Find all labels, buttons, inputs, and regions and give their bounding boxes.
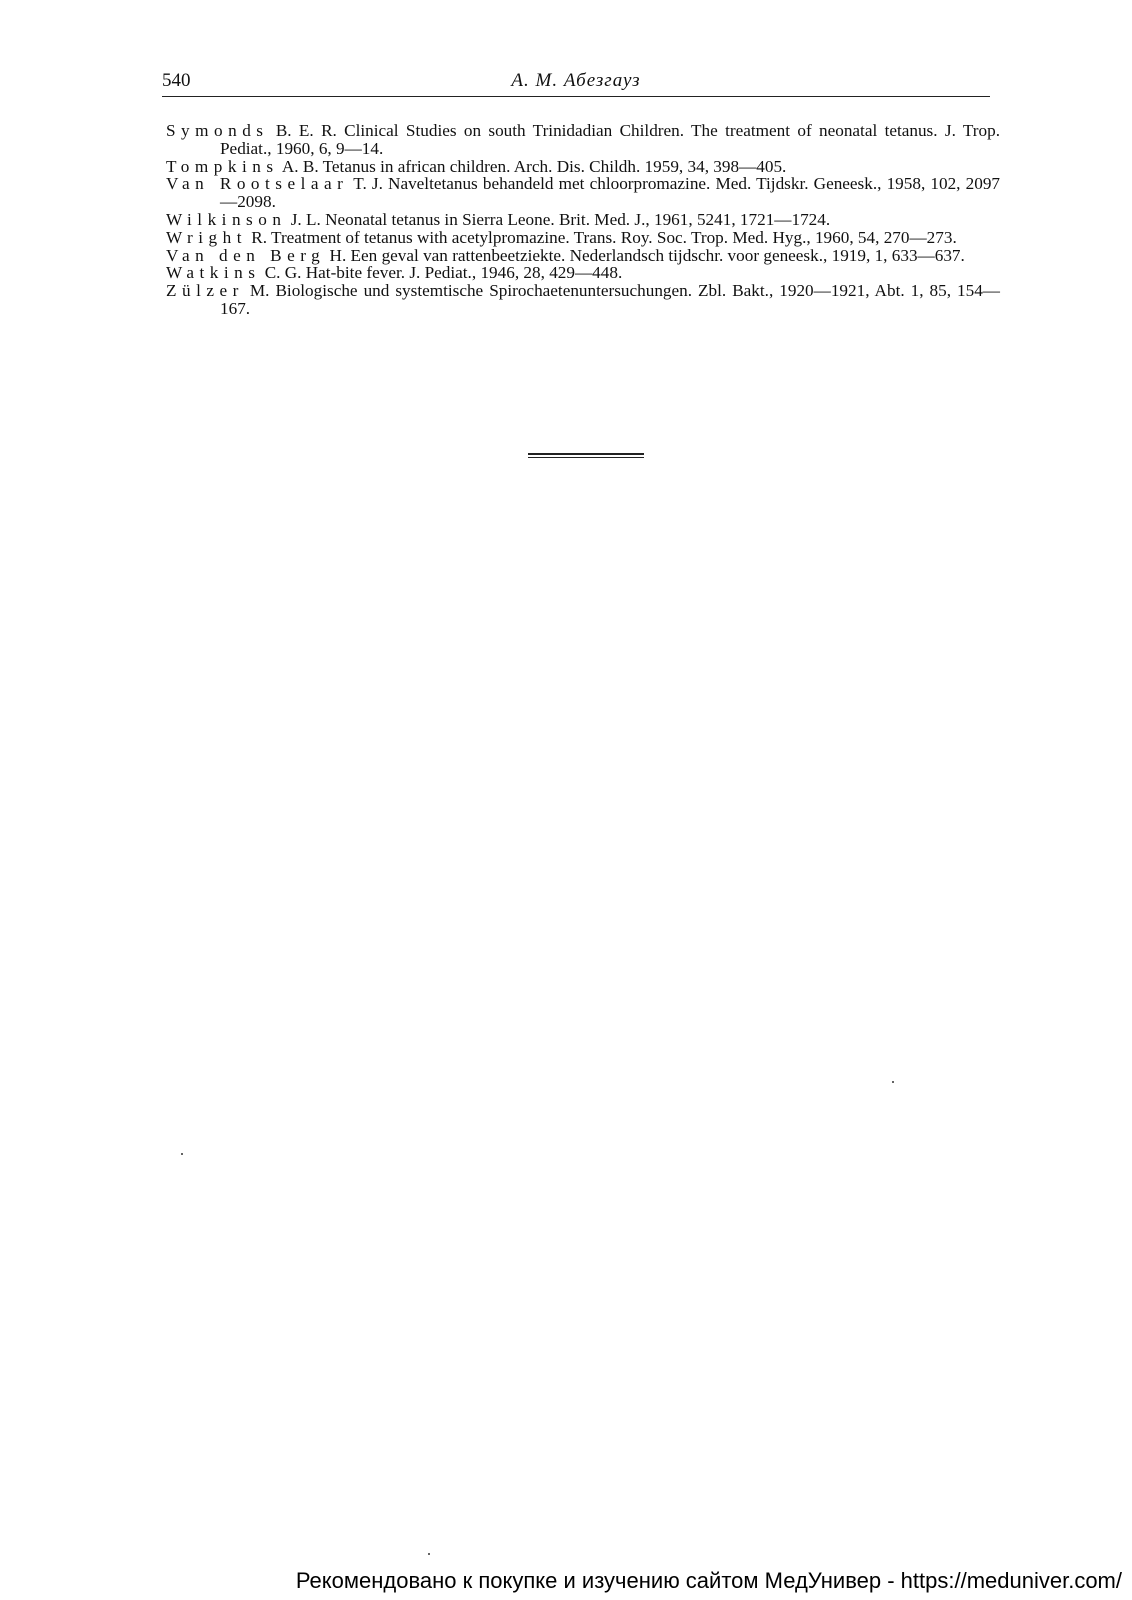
reference-author: Wilkinson [166,209,287,229]
divider-rule-bottom [528,457,644,458]
reference-text: R. Treatment of tetanus with acetylpromazine. Trans. Roy. Soc. Trop. Med. Hyg., 1960, 54, 270—273. [247,227,957,247]
reference-item [166,211,1000,229]
section-end-divider [528,453,644,459]
reference-list [166,122,1000,318]
reference-text: A. B. Tetanus in african children. Arch. Dis. Childh. 1959, 34, 398—405. [278,156,787,176]
reference-text: T. J. Naveltetanus behandeld met chloorpromazine. Med. Tijdskr. Geneesk., 1958, 102, 2097—2098. [220,174,1001,212]
reference-text: H. Een geval van rattenbeetziekte. Nederlandsch tijdschr. voor geneesk., 1919, 1, 633—637. [325,245,965,265]
page-number: 540 [162,70,191,91]
divider-rule-top [528,453,644,455]
scan-speck [428,1553,430,1555]
running-title: А. М. Абезгауз [511,70,641,91]
reference-text: M. Biologische und systemtische Spirochaetenuntersuchungen. Zbl. Bakt., 1920—1921, Abt. 1, 85, 154—167. [220,281,1000,318]
reference-item [166,247,1000,265]
reference-author: Watkins [166,263,261,283]
page-header [162,68,990,97]
reference-item [166,282,1000,318]
reference-author: Wright [166,227,247,247]
footer-watermark: Рекомендовано к покупке и изучению сайтом МедУнивер - https://meduniver.com/ [295,1568,1122,1593]
reference-text: J. L. Neonatal tetanus in Sierra Leone. Brit. Med. J., 1961, 5241, 1721—1724. [286,209,831,229]
scan-speck [892,1081,894,1083]
reference-author: Van den Berg [166,245,326,265]
reference-text: C. G. Hat-bite fever. J. Pediat., 1946, 28, 429—448. [260,263,623,283]
reference-item [166,229,1000,247]
reference-author: Symonds [166,121,269,140]
reference-author: Tompkins [166,156,279,176]
reference-text: B. E. R. Clinical Studies on south Trinidadian Children. The treatment of neonatal tetanus. J. Trop. Pediat., 1960, 6, 9—14. [220,121,1000,158]
reference-item [166,264,1000,282]
reference-item [166,175,1000,211]
reference-author: Zülzer [166,281,244,301]
reference-item [166,122,1000,158]
reference-author: Van Rootselaar [166,174,349,194]
scan-speck [181,1153,183,1155]
reference-item [166,158,1000,176]
